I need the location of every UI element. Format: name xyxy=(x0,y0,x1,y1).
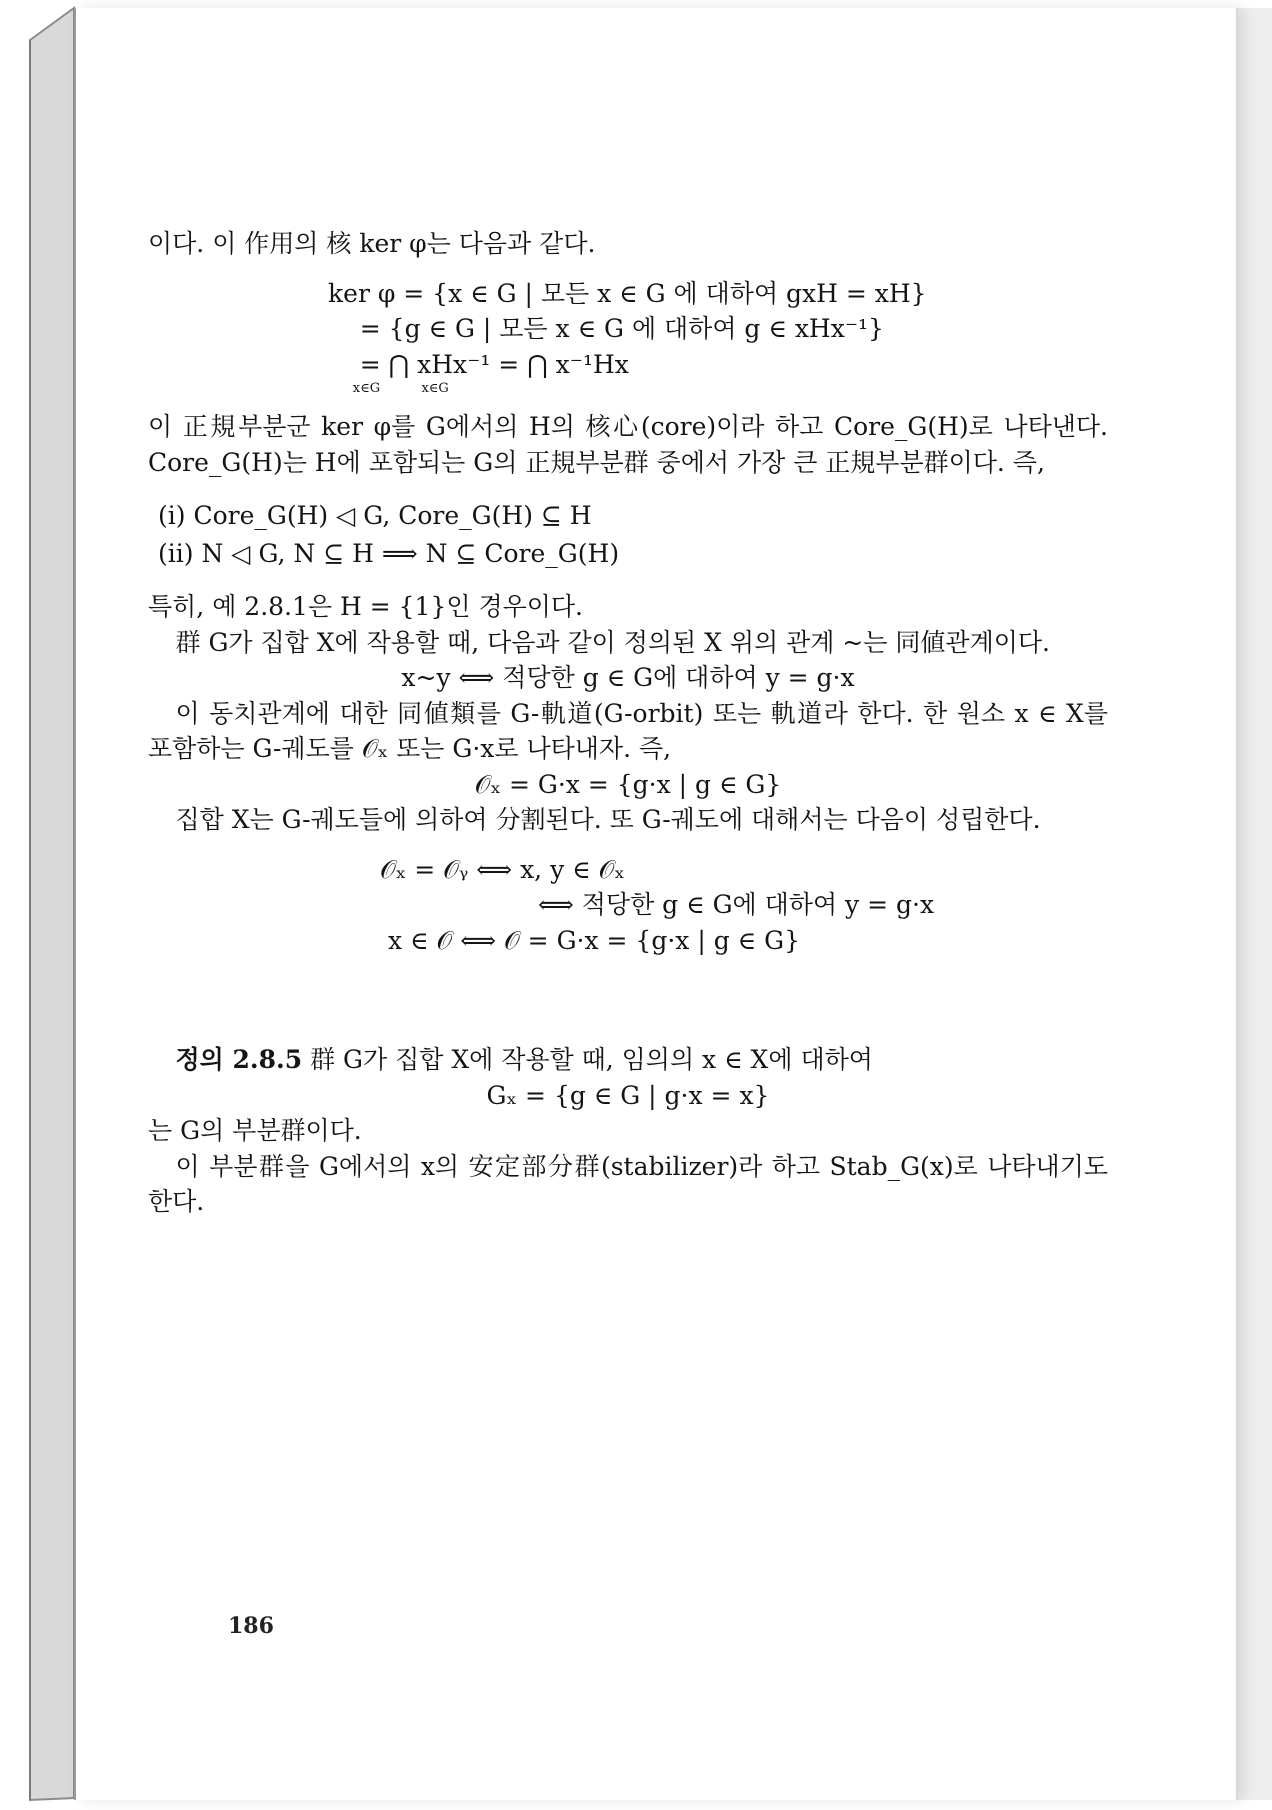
paragraph-orbit: 이 동치관계에 대한 同値類를 G-軌道(G-orbit) 또는 軌道라 한다. 한 원소 x ∈ X를 포함하는 G-궤도를 𝒪ₓ 또는 G·x로 나타내자. 즉, xyxy=(148,698,1108,763)
paragraph-example: 특히, 예 2.8.1은 H = {1}인 경우이다. xyxy=(148,592,584,621)
paragraph-subgroup: 는 G의 부분群이다. xyxy=(148,1116,362,1145)
equation-stabilizer: Gₓ = {g ∈ G | g·x = x} xyxy=(486,1080,770,1110)
equation-line: ⟺ 적당한 g ∈ G에 대하여 y = g·x xyxy=(538,890,935,919)
list-item: (i) Core_G(H) ◁ G, Core_G(H) ⊆ H xyxy=(158,501,592,530)
equation-subscript-line: x∈G x∈G xyxy=(328,381,449,396)
paragraph-relation: 群 G가 집합 X에 작용할 때, 다음과 같이 정의된 X 위의 관계 ~는 同値관계이다. xyxy=(175,627,1050,657)
equation-line: ker φ = {x ∈ G | 모든 x ∈ G 에 대하여 gxH = xH} xyxy=(328,278,927,308)
equation-ker-phi xyxy=(328,276,1108,396)
equation-line: x ∈ 𝒪 ⟺ 𝒪 = G·x = {g·x | g ∈ G} xyxy=(388,925,800,955)
paragraph-stabilizer: 이 부분群을 G에서의 x의 安定部分群(stabilizer)라 하고 Stab_G(x)로 나타내기도 한다. xyxy=(148,1151,1108,1216)
equation-line: = ⋂ xHx⁻¹ = ⋂ x⁻¹Hx xyxy=(328,349,629,379)
list-item: (ii) N ◁ G, N ⊆ H ⟹ N ⊆ Core_G(H) xyxy=(158,538,620,568)
spacer xyxy=(148,972,1108,1042)
core-properties-list xyxy=(158,498,1108,571)
equation-relation: x~y ⟺ 적당한 g ∈ G에 대하여 y = g·x xyxy=(401,663,855,692)
equation-orbit: 𝒪ₓ = G·x = {g·x | g ∈ G} xyxy=(474,769,782,799)
equation-line: 𝒪ₓ = 𝒪ᵧ ⟺ x, y ∈ 𝒪ₓ xyxy=(380,854,625,884)
paragraph-core: 이 正規부분군 ker φ를 G에서의 H의 核心(core)이라 하고 Core_G(H)로 나타낸다. Core_G(H)는 H에 포함되는 G의 正規부분群 중에서 가장 큰 正規부분群이다. 즉, xyxy=(148,412,1108,477)
equation-orbit-properties xyxy=(148,852,1108,959)
page-number: 186 xyxy=(228,1613,274,1639)
paragraph-partition: 집합 X는 G-궤도들에 의하여 分割된다. 또 G-궤도에 대해서는 다음이 성립한다. xyxy=(175,805,1041,834)
definition-2-8-5 xyxy=(148,1042,1108,1078)
page-content xyxy=(148,226,1108,1220)
definition-text: 群 G가 집합 X에 작용할 때, 임의의 x ∈ X에 대하여 xyxy=(310,1045,873,1074)
paragraph-intro: 이다. 이 作用의 核 ker φ는 다음과 같다. xyxy=(148,229,596,258)
equation-line: = {g ∈ G | 모든 x ∈ G 에 대하여 g ∈ xHx⁻¹} xyxy=(328,314,884,343)
definition-label: 정의 2.8.5 xyxy=(175,1045,303,1074)
